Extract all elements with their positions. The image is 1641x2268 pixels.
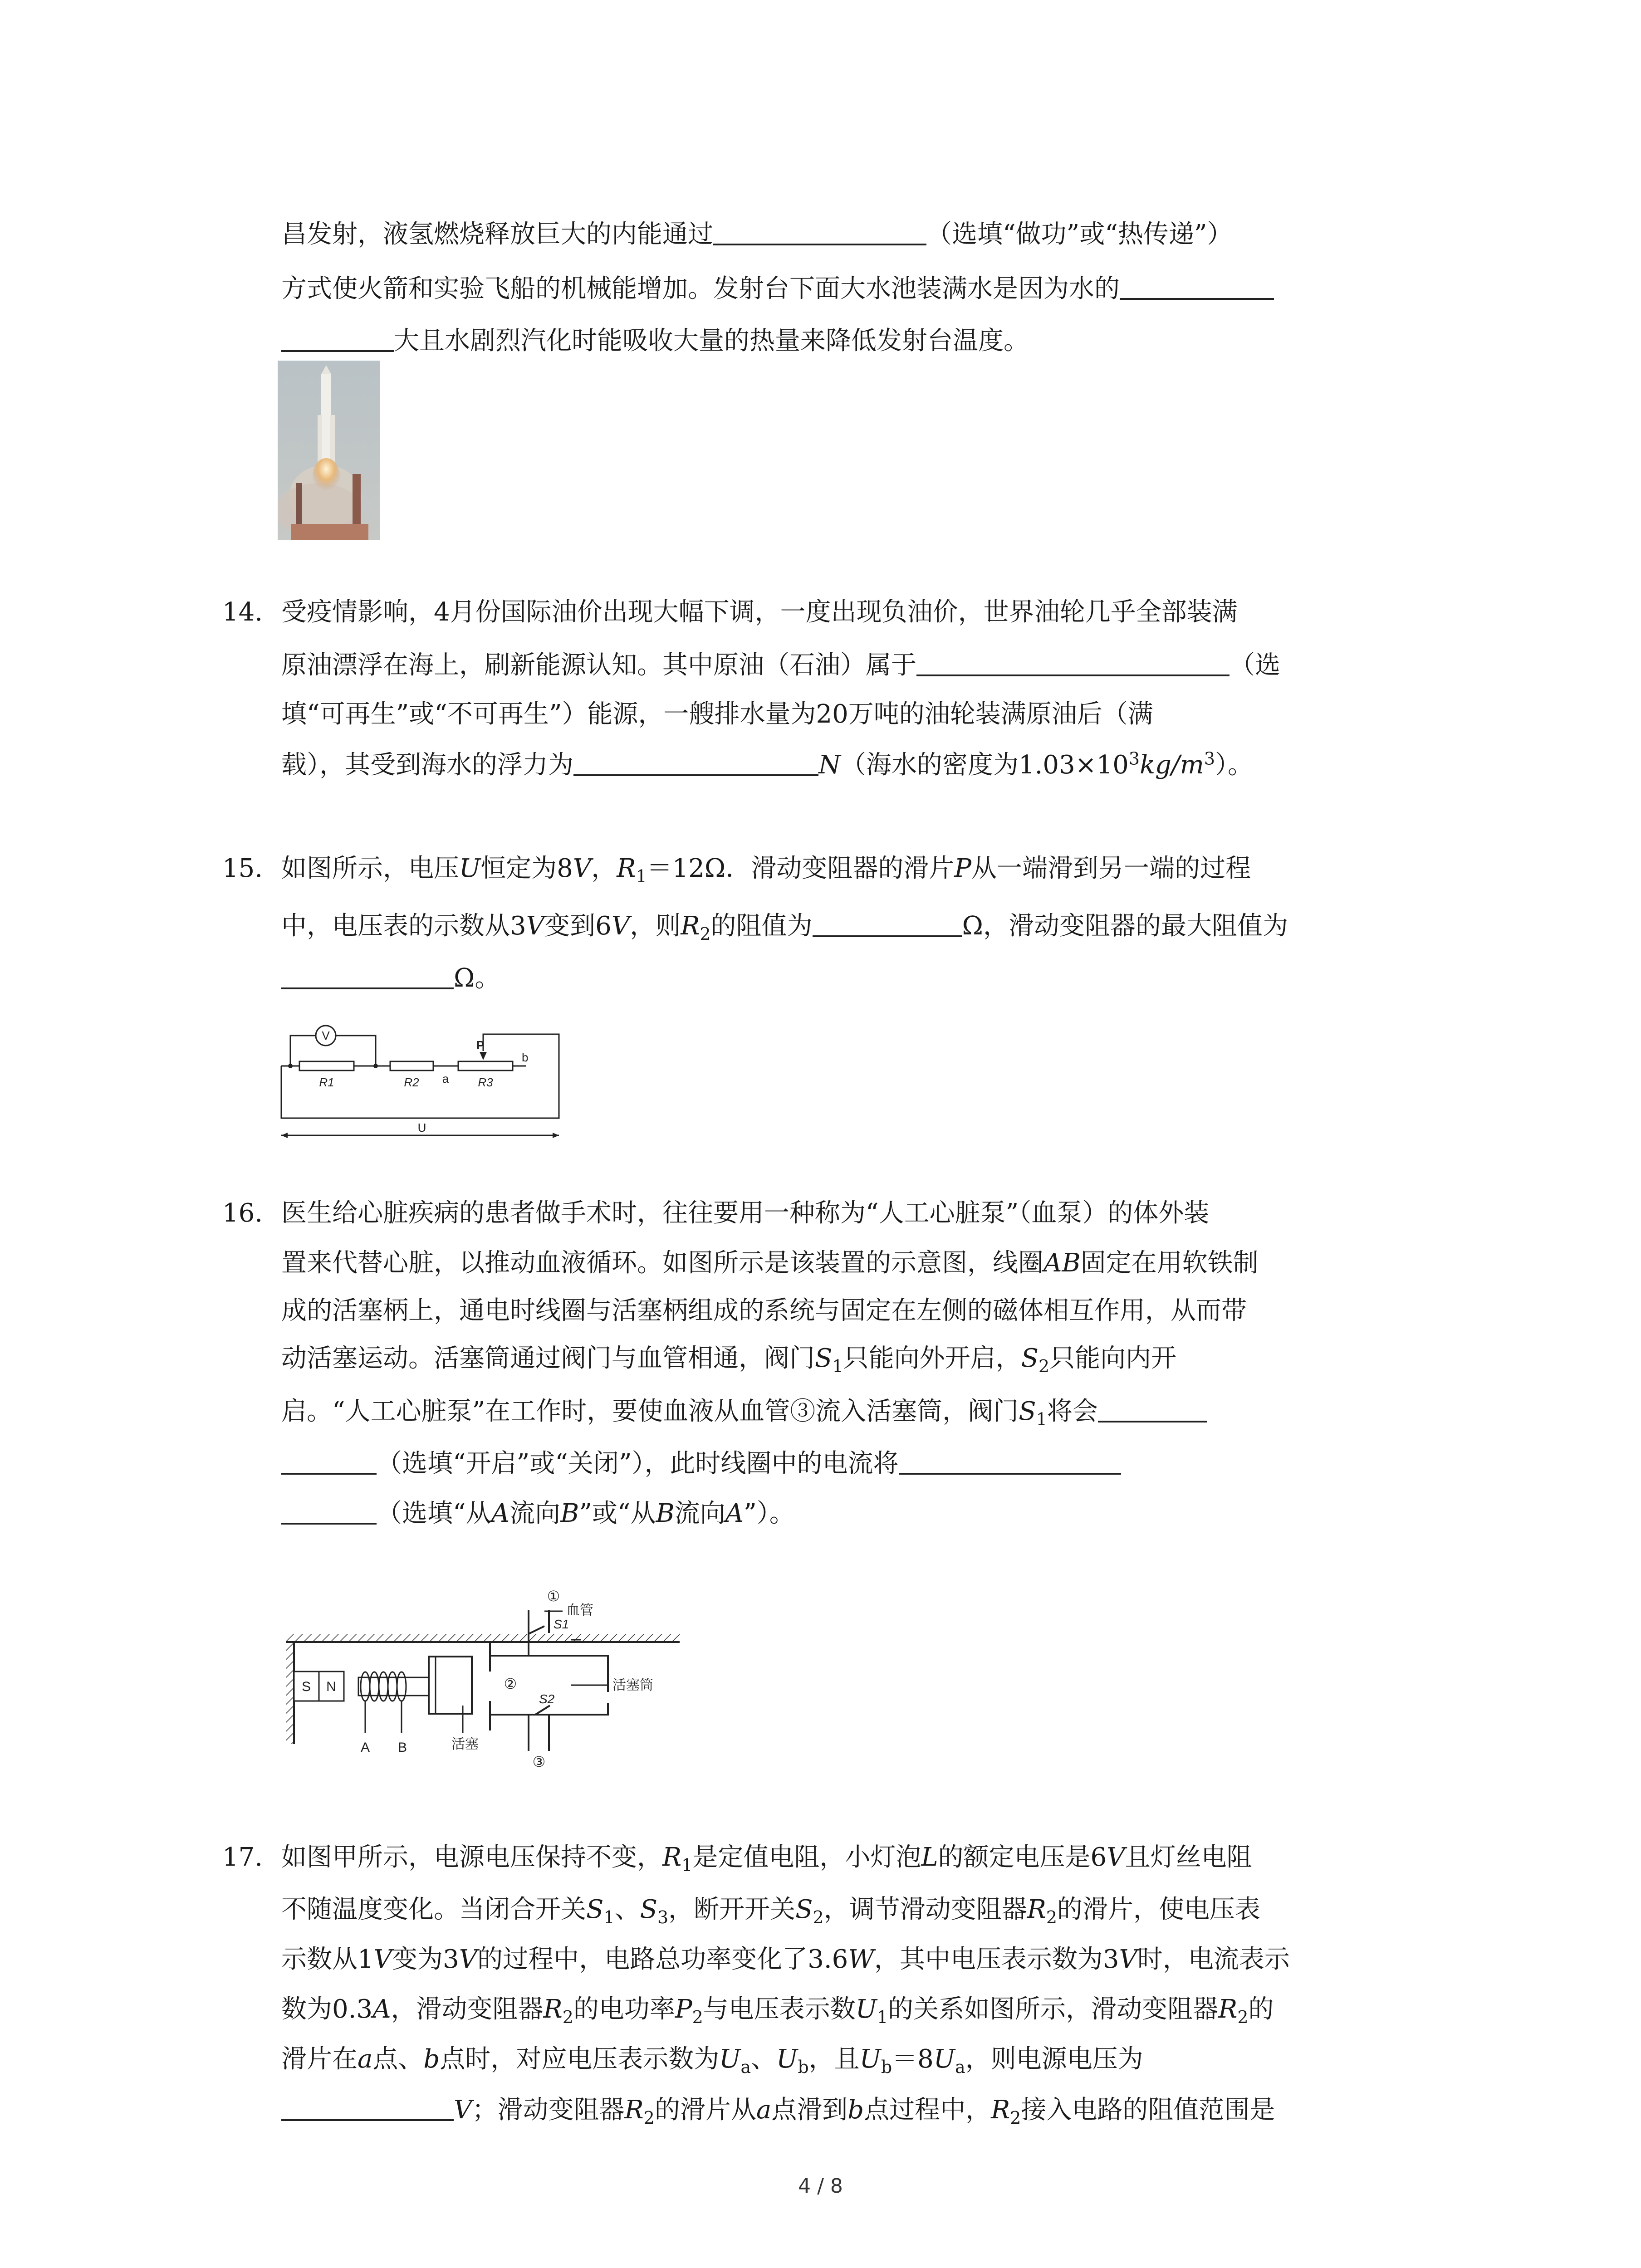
answer-blank[interactable] [281, 327, 394, 352]
valve-s1-label: S1 [554, 1617, 569, 1631]
q16-line-2: 置来代替心脏，以推动血液循环。如图所示是该装置的示意图，线圈AB固定在用软铁制 [281, 1248, 1259, 1278]
answer-blank[interactable] [713, 220, 926, 245]
answer-blank[interactable] [281, 1449, 377, 1475]
q17-line-1: 如图甲所示，电源电压保持不变，$R_1$是定值电阻，小灯泡L的额定电压是6V且灯丝电阻 [281, 1843, 1252, 1876]
question-number: 16. [222, 1198, 263, 1228]
point-a-label: a [442, 1072, 449, 1085]
q16-line-1: 医生给心脏疾病的患者做手术时，往往要用一种称为“人工心脏泵”（血泵）的体外装 [281, 1198, 1210, 1228]
q17-line-3: 示数从1V变为3V的过程中，电路总功率变化了3.6W，其中电压表示数为3V时，电流表示 [281, 1945, 1290, 1974]
valve-s2-label: S2 [539, 1692, 555, 1706]
question-number: 14. [222, 597, 263, 627]
q13-line-3: 大且水剧烈汽化时能吸收大量的热量来降低发射台温度。 [281, 327, 1029, 355]
circuit-diagram-q15 [272, 1018, 572, 1145]
r3-label: R3 [478, 1075, 493, 1089]
q17-line-5: 滑片在a点、b点时，对应电压表示数为$U_a$、$U_b$，且$U_b=8U_a$，则电源电压为 [281, 2044, 1143, 2077]
q16-line-4: 动活塞运动。活塞筒通过阀门与血管相通，阀门$S_1$只能向外开启，$S_2$只能向内开 [281, 1344, 1177, 1377]
answer-blank[interactable] [281, 964, 454, 989]
q16-line-3: 成的活塞柄上，通电时线圈与活塞柄组成的系统与固定在左侧的磁体相互作用，从而带 [281, 1296, 1247, 1325]
q13-line-1: 昌发射，液氢燃烧释放巨大的内能通过 （选填“做功”或“热传递”） [281, 220, 1233, 249]
voltage-u-label: U [417, 1121, 426, 1134]
answer-blank[interactable] [281, 2096, 454, 2121]
question-number: 15. [222, 854, 263, 883]
q15-line-3: Ω。 [281, 964, 500, 992]
slider-arrow-icon [480, 1052, 487, 1060]
answer-blank[interactable] [1098, 1397, 1207, 1422]
q15-line-2: 中，电压表的示数从3V变到6V，则$R_2$的阻值为 Ω，滑动变阻器的最大阻值为 [281, 911, 1288, 944]
rocket-launch-photo [278, 361, 380, 540]
answer-blank[interactable] [573, 751, 818, 776]
q16-line-5: 启。“人工心脏泵”在工作时，要使血液从血管③流入活塞筒，阀门$S_1$将会 [281, 1397, 1207, 1425]
coil-end-a-label: A [360, 1740, 370, 1755]
q17-line-6: V；滑动变阻器$R_2$的滑片从a点滑到b点过程中，$R_2$接入电路的阻值范围是 [281, 2096, 1275, 2124]
magnet-n-label: N [326, 1679, 336, 1694]
question-number: 17. [222, 1843, 263, 1872]
slider-p-label: P [476, 1038, 485, 1052]
q14-line-3: 填“可再生”或“不可再生”）能源，一艘排水量为20万吨的油轮装满原油后（满 [281, 699, 1153, 729]
coil-end-b-label: B [397, 1740, 407, 1755]
marker-2-label: ② [504, 1676, 517, 1692]
q16-line-7: （选填“从A流向B”或“从B流向A”）。 [281, 1499, 795, 1527]
arrow-right-icon [553, 1133, 559, 1138]
arrow-left-icon [281, 1133, 288, 1138]
q17-line-4: 数为0.3A，滑动变阻器$R_2$的电功率$P_2$与电压表示数$U_1$的关系如图所示，滑动变阻器$R_2$的 [281, 1994, 1274, 2028]
q15-line-1: 如图所示，电压U恒定为8V，$R_1=12\Omega$．滑动变阻器的滑片P从一端滑到另一端的过程 [281, 854, 1251, 887]
marker-1-label: ① [547, 1588, 560, 1604]
piston-label: 活塞 [451, 1737, 479, 1752]
r2-label: R2 [404, 1075, 419, 1089]
point-b-label: b [522, 1051, 529, 1064]
q13-line-2: 方式使火箭和实验飞船的机械能增加。发射台下面大水池装满水是因为水的 [281, 274, 1274, 303]
answer-blank[interactable] [281, 1499, 377, 1525]
q14-line-4: 载），其受到海水的浮力为 N（海水的密度为$1.03\times 10^3kg/m^3$）。 [281, 748, 1253, 780]
answer-blank[interactable] [1120, 274, 1274, 300]
page-number: 4 / 8 [798, 2175, 843, 2198]
cylinder-label: 活塞筒 [612, 1678, 653, 1693]
vessel-label: 血管 [566, 1603, 593, 1618]
answer-blank[interactable] [916, 651, 1230, 676]
q17-line-2: 不随温度变化。当闭合开关$S_1$、$S_3$，断开开关$S_2$，调节滑动变阻器$R_2$的滑片，使电压表 [281, 1895, 1261, 1928]
voltmeter-label: V [322, 1029, 330, 1042]
q14-line-1: 受疫情影响，4月份国际油价出现大幅下调，一度出现负油价，世界油轮几乎全部装满 [281, 597, 1238, 627]
q16-line-6: （选填“开启”或“关闭”），此时线圈中的电流将 [281, 1449, 1121, 1477]
marker-3-label: ③ [532, 1754, 546, 1770]
answer-blank[interactable] [899, 1449, 1121, 1475]
magnet-s-label: S [301, 1679, 311, 1694]
answer-blank[interactable] [813, 912, 962, 937]
q14-line-2: 原油漂浮在海上，刷新能源认知。其中原油（石油）属于 （选 [281, 650, 1280, 680]
r1-label: R1 [319, 1075, 334, 1089]
heart-pump-diagram [272, 1583, 789, 1783]
